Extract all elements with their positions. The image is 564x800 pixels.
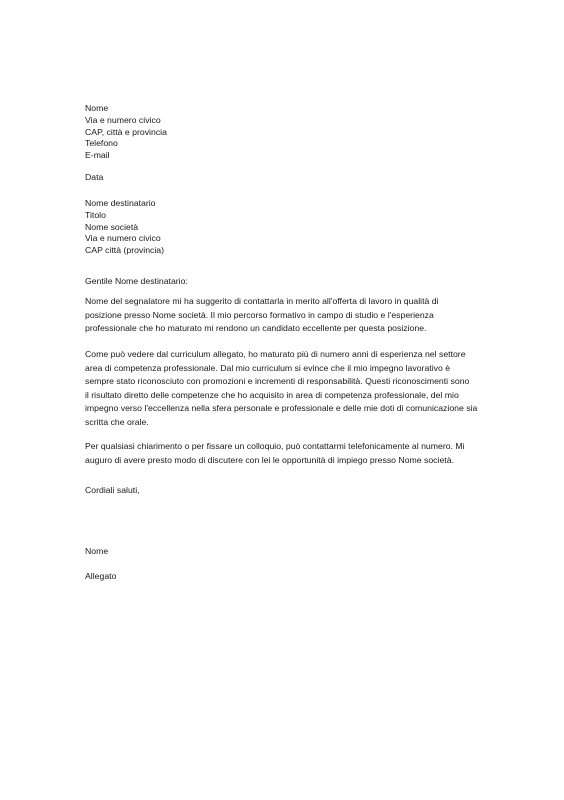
paragraph-line: professionale che ho maturato mi rendono un candidato eccellente per questa posizione.	[85, 323, 427, 334]
recipient-name: Nome destinatario	[85, 198, 156, 208]
letter-date: Data	[85, 172, 104, 182]
sender-name: Nome	[85, 103, 109, 113]
recipient-address-block	[85, 198, 485, 257]
signature-block	[85, 546, 485, 558]
paragraph-line: sempre stato riconosciuto con promozioni e incrementi di responsabilità. Questi riconoscimenti sono	[85, 376, 470, 387]
paragraph-line: area di competenza professionale. Dal mio curriculum si evince che il mio impegno lavorativo è	[85, 362, 451, 373]
sender-street: Via e numero civico	[85, 114, 161, 125]
body-paragraph-2	[85, 348, 485, 430]
body-paragraph-3	[85, 440, 485, 467]
recipient-city: CAP città (provincia)	[85, 245, 165, 256]
attachment-note: Allegato	[85, 571, 117, 581]
date-block	[85, 172, 485, 184]
attachment-block	[85, 571, 485, 583]
paragraph-line: auguro di avere presto modo di discutere con lei le opportunità di impiego presso Nome società.	[85, 454, 454, 465]
sender-city: CAP, città e provincia	[85, 126, 167, 137]
greeting-block	[85, 276, 485, 288]
recipient-company: Nome società	[85, 221, 139, 232]
signature-name: Nome	[85, 546, 109, 556]
paragraph-line: Nome del segnalatore mi ha suggerito di contattarla in merito all'offerta di lavoro in qualità di	[85, 296, 439, 306]
sender-phone: Telefono	[85, 138, 118, 149]
sender-email: E-mail	[85, 150, 110, 161]
recipient-title: Titolo	[85, 209, 106, 220]
greeting: Gentile Nome destinatario:	[85, 276, 188, 286]
body-paragraph-1	[85, 295, 485, 336]
paragraph-line: Per qualsiasi chiarimento o per fissare un colloquio, può contattarmi telefonicamente al numero. Mi	[85, 441, 465, 451]
closing-salutation: Cordiali saluti,	[85, 485, 140, 495]
paragraph-line: il risultato diretto delle competenze che ho acquisito in area di competenza professionale, del mio	[85, 389, 459, 400]
closing-block	[85, 485, 485, 497]
recipient-street: Via e numero civico	[85, 233, 161, 244]
paragraph-line: posizione presso Nome società. Il mio percorso formativo in campo di studio e l'esperienza	[85, 309, 434, 320]
paragraph-line: impegno verso l'eccellenza nella sfera personale e professionale e delle mie doti di comunicazione sia	[85, 403, 478, 414]
paragraph-line: scritta che orale.	[85, 416, 149, 427]
sender-address-block	[85, 103, 485, 162]
paragraph-line: Come può vedere dal curriculum allegato, ho maturato più di numero anni di esperienza nel settore	[85, 349, 466, 359]
